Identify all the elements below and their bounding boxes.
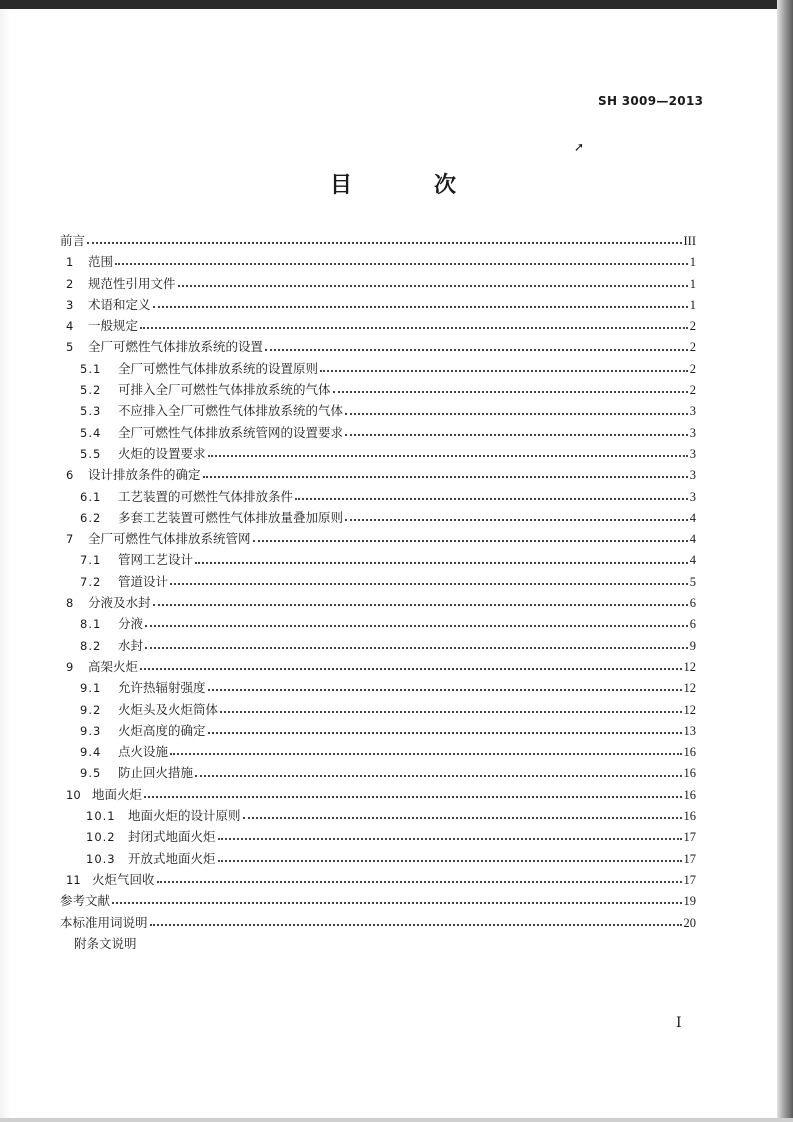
- toc-entry-page: 1: [689, 255, 696, 270]
- toc-dot-leader: [170, 752, 681, 755]
- toc-entry-page: 16: [683, 745, 696, 760]
- toc-dot-leader: [243, 816, 682, 819]
- toc-entry-page: 12: [683, 702, 696, 717]
- toc-entry-label: 开放式地面火炬: [128, 850, 216, 866]
- toc-entry[interactable]: [60, 720, 696, 741]
- toc-dot-leader: [208, 454, 688, 457]
- toc-dot-leader: [140, 326, 688, 329]
- toc-entry-label: 地面火炬: [92, 786, 143, 802]
- toc-entry[interactable]: [60, 336, 696, 357]
- scan-edge-right: [777, 0, 793, 1122]
- toc-entry-number: 9.2: [80, 702, 102, 717]
- toc-entry-label: 火炬气回收: [92, 871, 155, 887]
- scan-edge-bottom: [0, 1118, 793, 1122]
- toc-dot-leader: [218, 859, 682, 862]
- toc-entry-label: 火炬头及火炬筒体: [118, 701, 219, 717]
- toc-dot-leader: [195, 561, 688, 564]
- toc-entry-label: 火炬高度的确定: [118, 722, 206, 738]
- toc-entry-number: 5.2: [80, 383, 102, 398]
- table-of-contents: [60, 230, 696, 954]
- toc-dot-leader: [345, 433, 688, 436]
- toc-dot-leader: [208, 731, 682, 734]
- toc-entry[interactable]: [60, 699, 696, 720]
- toc-entry-page: 12: [683, 681, 696, 696]
- toc-entry-number: 9.5: [80, 766, 102, 781]
- page-number: I: [676, 1015, 682, 1031]
- toc-entry-label: 火炬的设置要求: [118, 445, 206, 461]
- toc-entry-number: 8.2: [80, 638, 102, 653]
- toc-entry-page: 6: [689, 596, 696, 611]
- toc-dot-leader: [320, 369, 688, 372]
- toc-dot-leader: [140, 667, 681, 670]
- toc-entry-number: 4: [66, 319, 74, 334]
- toc-entry-number: 6: [66, 468, 74, 483]
- toc-entry-page: 2: [689, 383, 696, 398]
- toc-entry-label: 多套工艺装置可燃性气体排放量叠加原则: [118, 509, 344, 525]
- scan-edge-left: [0, 0, 12, 1122]
- toc-entry-number: 2: [66, 276, 74, 291]
- toc-entry-label: 设计排放条件的确定: [88, 467, 201, 483]
- toc-entry-page: 2: [689, 361, 696, 376]
- toc-entry[interactable]: [60, 933, 696, 954]
- toc-entry-label: 规范性引用文件: [88, 275, 176, 291]
- toc-entry-number: 7.1: [80, 553, 102, 568]
- toc-entry[interactable]: [60, 784, 696, 805]
- toc-dot-leader: [345, 412, 688, 415]
- toc-dot-leader: [218, 837, 682, 840]
- toc-entry[interactable]: [60, 848, 696, 869]
- toc-entry-number: 3: [66, 297, 74, 312]
- toc-entry[interactable]: [60, 273, 696, 294]
- toc-entry[interactable]: [60, 422, 696, 443]
- toc-dot-leader: [253, 539, 688, 542]
- toc-dot-leader: [203, 475, 688, 478]
- toc-entry-number: 9.4: [80, 745, 102, 760]
- toc-entry-number: 5.4: [80, 425, 102, 440]
- toc-entry[interactable]: [60, 869, 696, 890]
- toc-entry-number: 6.2: [80, 510, 102, 525]
- toc-entry-number: 5.1: [80, 361, 102, 376]
- toc-entry[interactable]: [60, 549, 696, 570]
- toc-dot-leader: [157, 880, 682, 883]
- toc-dot-leader: [115, 262, 688, 265]
- toc-dot-leader: [208, 688, 682, 691]
- toc-entry-page: 16: [683, 809, 696, 824]
- toc-entry-number: 6.1: [80, 489, 102, 504]
- toc-entry-page: 9: [689, 638, 696, 653]
- pen-mark-icon: ➚: [574, 140, 585, 154]
- toc-entry-number: 7.2: [80, 574, 102, 589]
- toc-entry-page: 6: [689, 617, 696, 632]
- toc-entry-label: 防止回火措施: [118, 765, 194, 781]
- toc-entry-number: 8.1: [80, 617, 102, 632]
- toc-entry-page: 5: [689, 574, 696, 589]
- toc-dot-leader: [170, 582, 688, 585]
- toc-entry[interactable]: [60, 251, 696, 272]
- toc-entry-number: 9: [66, 659, 74, 674]
- toc-entry[interactable]: [60, 805, 696, 826]
- toc-entry-page: 19: [683, 894, 696, 909]
- toc-entry-label: 管网工艺设计: [118, 552, 194, 568]
- toc-entry-label: 工艺装置的可燃性气体排放条件: [118, 488, 294, 504]
- toc-entry[interactable]: [60, 443, 696, 464]
- toc-entry-number: 10.2: [86, 830, 116, 845]
- toc-entry-page: 16: [683, 766, 696, 781]
- toc-entry-number: 8: [66, 596, 74, 611]
- toc-entry-page: 13: [683, 723, 696, 738]
- toc-entry-page: 3: [689, 446, 696, 461]
- toc-entry[interactable]: [60, 571, 696, 592]
- toc-entry[interactable]: [60, 890, 696, 911]
- toc-entry-label: 参考文献: [60, 893, 111, 909]
- toc-entry-number: 1: [66, 255, 74, 270]
- toc-dot-leader: [87, 241, 681, 244]
- toc-entry-label: 水封: [118, 637, 144, 653]
- toc-entry-page: 1: [689, 276, 696, 291]
- toc-entry-page: 2: [689, 319, 696, 334]
- toc-entry-number: 10.1: [86, 809, 116, 824]
- toc-entry-number: 7: [66, 532, 74, 547]
- toc-entry-number: 10: [66, 787, 81, 802]
- toc-entry-label: 全厂可燃性气体排放系统的设置: [88, 339, 264, 355]
- toc-entry-page: 2: [689, 340, 696, 355]
- scan-edge-top: [0, 0, 793, 9]
- toc-entry-number: 9.1: [80, 681, 102, 696]
- toc-entry-page: 4: [689, 510, 696, 525]
- toc-dot-leader: [178, 284, 688, 287]
- toc-dot-leader: [295, 497, 688, 500]
- toc-dot-leader: [333, 390, 688, 393]
- toc-entry[interactable]: [60, 592, 696, 613]
- toc-entry-label: 附条文说明: [74, 935, 137, 951]
- toc-entry-page: 1: [689, 297, 696, 312]
- toc-entry-label: 点火设施: [118, 744, 169, 760]
- toc-entry-page: III: [683, 234, 696, 248]
- page-title: 目 次: [330, 172, 487, 198]
- toc-entry[interactable]: [60, 379, 696, 400]
- toc-entry-page: 17: [683, 872, 696, 887]
- toc-entry-label: 管道设计: [118, 573, 169, 589]
- toc-entry[interactable]: [60, 826, 696, 847]
- toc-entry[interactable]: [60, 400, 696, 421]
- toc-dot-leader: [153, 305, 688, 308]
- toc-dot-leader: [112, 901, 681, 904]
- toc-entry-label: 封闭式地面火炬: [128, 829, 216, 845]
- toc-entry-number: 5: [66, 340, 74, 355]
- toc-entry[interactable]: [60, 464, 696, 485]
- toc-entry-label: 全厂可燃性气体排放系统的设置原则: [118, 360, 319, 376]
- toc-entry-label: 高架火炬: [88, 658, 139, 674]
- document-number: SH 3009—2013: [598, 94, 704, 108]
- toc-entry-label: 范围: [88, 254, 114, 270]
- toc-dot-leader: [195, 774, 681, 777]
- toc-dot-leader: [153, 603, 688, 606]
- toc-entry[interactable]: [60, 294, 696, 315]
- toc-entry-page: 3: [689, 425, 696, 440]
- toc-entry-label: 允许热辐射强度: [118, 680, 206, 696]
- toc-entry-label: 全厂可燃性气体排放系统管网的设置要求: [118, 424, 344, 440]
- toc-entry-page: 16: [683, 787, 696, 802]
- toc-entry-page: 3: [689, 404, 696, 419]
- toc-entry[interactable]: [60, 635, 696, 656]
- toc-dot-leader: [345, 518, 688, 521]
- toc-dot-leader: [145, 624, 688, 627]
- toc-entry-label: 分液: [118, 616, 144, 632]
- toc-entry-number: 5.3: [80, 404, 102, 419]
- toc-entry-label: 全厂可燃性气体排放系统管网: [88, 531, 251, 547]
- toc-entry-label: 可排入全厂可燃性气体排放系统的气体: [118, 382, 331, 398]
- toc-dot-leader: [144, 795, 681, 798]
- toc-entry[interactable]: [60, 762, 696, 783]
- toc-entry-label: 一般规定: [88, 318, 139, 334]
- toc-entry-label: 分液及水封: [88, 595, 151, 611]
- toc-entry[interactable]: [60, 507, 696, 528]
- toc-dot-leader: [220, 710, 681, 713]
- toc-entry[interactable]: [60, 656, 696, 677]
- toc-entry-number: 9.3: [80, 723, 102, 738]
- toc-entry[interactable]: [60, 741, 696, 762]
- toc-entry[interactable]: [60, 613, 696, 634]
- toc-dot-leader: [150, 923, 682, 926]
- toc-entry-number: 5.5: [80, 446, 102, 461]
- toc-dot-leader: [145, 646, 688, 649]
- toc-entry-label: 术语和定义: [88, 296, 151, 312]
- toc-entry[interactable]: [60, 677, 696, 698]
- toc-entry-label: 地面火炬的设计原则: [128, 808, 241, 824]
- toc-entry-page: 17: [683, 830, 696, 845]
- toc-entry-page: 4: [689, 553, 696, 568]
- toc-entry-page: 4: [689, 532, 696, 547]
- toc-entry-number: 11: [66, 872, 81, 887]
- toc-entry[interactable]: [60, 230, 696, 251]
- toc-entry-page: 17: [683, 851, 696, 866]
- toc-entry-number: 10.3: [86, 851, 116, 866]
- toc-entry-page: 3: [689, 489, 696, 504]
- toc-entry-label: 前言: [60, 233, 86, 248]
- toc-entry-label: 本标准用词说明: [60, 914, 148, 930]
- toc-entry-label: 不应排入全厂可燃性气体排放系统的气体: [118, 403, 344, 419]
- toc-dot-leader: [265, 348, 688, 351]
- toc-entry[interactable]: [60, 315, 696, 336]
- toc-entry-page: 12: [683, 659, 696, 674]
- toc-entry[interactable]: [60, 912, 696, 933]
- toc-entry-page: 20: [683, 915, 696, 930]
- toc-entry[interactable]: [60, 358, 696, 379]
- toc-entry[interactable]: [60, 486, 696, 507]
- toc-entry-page: 3: [689, 468, 696, 483]
- toc-entry[interactable]: [60, 528, 696, 549]
